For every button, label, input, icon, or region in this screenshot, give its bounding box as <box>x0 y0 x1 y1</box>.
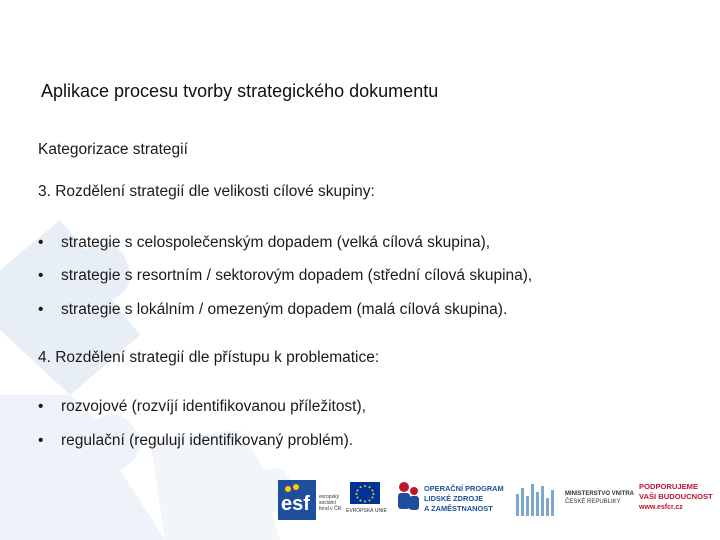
esf-caption-1: evropský <box>319 494 340 500</box>
list-item <box>38 432 353 450</box>
bullet-icon: • <box>38 234 44 251</box>
list-item-text: strategie s lokálním / omezeným dopadem (malá cílová skupina). <box>61 301 508 318</box>
operacni-program-logo <box>396 476 511 524</box>
esf-logo <box>278 476 388 524</box>
esf-caption-2: sociální <box>319 500 336 506</box>
eu-flag-icon <box>350 482 380 504</box>
podporujeme-logo <box>639 476 718 524</box>
slide-title: Aplikace procesu tvorby strategického dokumentu <box>41 81 439 101</box>
ministerstvo-vnitra-logo <box>516 476 635 524</box>
list-item-text: regulační (regulují identifikovaný problém). <box>61 432 354 449</box>
bullet-icon: • <box>38 301 44 318</box>
bullet-icon: • <box>38 432 44 449</box>
section-3-heading: 3. Rozdělení strategií dle velikosti cílové skupiny: <box>38 183 375 200</box>
bullet-icon: • <box>38 398 44 415</box>
section-4-heading: 4. Rozdělení strategií dle přístupu k problematice: <box>38 349 380 366</box>
list-item-text: rozvojové (rozvíjí identifikovanou příležitost), <box>61 398 366 415</box>
esf-caption-3: fond v ČR <box>319 506 342 512</box>
ministerstvo-text: MINISTERSTVO VNITRA ČESKÉ REPUBLIKY <box>565 491 635 505</box>
people-figures-icon <box>396 480 420 520</box>
list-item-text: strategie s resortním / sektorovým dopadem (střední cílová skupina), <box>61 267 533 284</box>
eu-caption: EVROPSKÁ UNIE <box>346 508 387 514</box>
slide-subtitle: Kategorizace strategií <box>38 141 188 158</box>
list-item <box>38 301 507 319</box>
bullet-icon: • <box>38 267 44 284</box>
footer-logo-bar <box>278 476 718 524</box>
list-item-text: strategie s celospolečenským dopadem (velká cílová skupina), <box>61 234 491 251</box>
list-item <box>38 267 532 285</box>
ministry-bars-icon <box>516 482 558 518</box>
podporujeme-text: PODPORUJEME VAŠI BUDOUCNOST <box>639 482 713 501</box>
svg-text:esf: esf <box>281 493 310 515</box>
esf-mark-icon <box>278 480 316 520</box>
operacni-program-text: OPERAČNÍ PROGRAM LIDSKÉ ZDROJE A ZAMĚSTNANOST <box>424 484 504 513</box>
list-item <box>38 398 366 416</box>
esfcr-url: www.esfcr.cz <box>639 504 683 511</box>
list-item <box>38 234 490 252</box>
